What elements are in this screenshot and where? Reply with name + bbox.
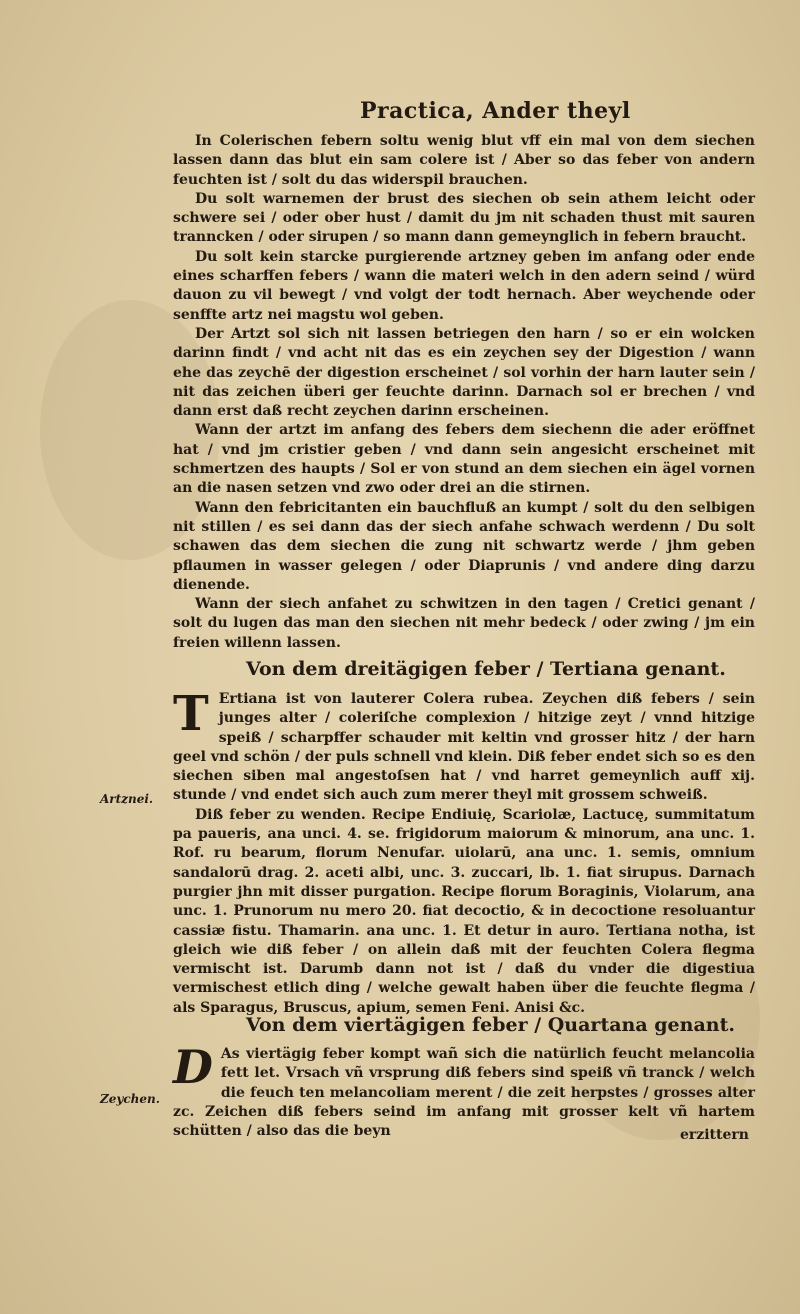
margin-note-artznei: Artznei. xyxy=(100,792,154,806)
paragraph: Du solt kein starcke purgierende artzney geben im anfang oder ende eines scharffen febers / wann die materi welch in den adern seind / würd dauon zu vil bewegt / vnd volgt der todt hernach. Aber weychende oder senffte artz nei magstu wol geben. xyxy=(173,248,755,323)
drop-cap-d: D xyxy=(173,1040,213,1094)
paragraph: Du solt warnemen der brust des siechen ob sein athem leicht oder schwere sei / oder ober hust / damit du jm nit schaden thust mit sauren tranncken / oder sirupen / so mann dann gemeynglich in febern braucht. xyxy=(173,190,755,246)
quartana-description: As viertägig feber kompt wañ sich die natürlich feucht melancolia fett let. Vrsach vñ vrsprung diß febers sind speiß vñ tranck / welch die feuch ten melancoliam merent / die zeit herpstes / grosses alter zc. Zeichen diß febers seind im anfang mit grosser kelt vñ hartem schütten / also das die beyn xyxy=(173,1046,755,1140)
paragraph: Wann der siech anfahet zu schwitzen in den tagen / Cretici genant / solt du lugen das man den siechen nit mehr bedeck / oder zwing / jm ein freien willenn lassen. xyxy=(173,596,755,651)
section-heading-quartana: Von dem viertägigen feber / Quartana genant. xyxy=(246,1014,735,1036)
tertiana-description: Ertiana ist von lauterer Colera rubea. Zeychen diß febers / sein junges alter / coleriſche complexion / hitzige zeyt / vnnd hitzige speiß / scharpffer schauder mit keltin vnd grosser hitz / der harn geel vnd schön / der puls schnell vnd klein. Diß feber endet sich so es den siechen siben mal angestoſsen hat / vnd harret gemeynlich auff xij. stunde / vnd endet sich auch zum merer theyl mit grossem schweiß. xyxy=(173,691,755,804)
text-block-1 xyxy=(173,132,755,653)
drop-cap-t: T xyxy=(173,686,209,742)
text-block-quartana xyxy=(173,1040,755,1141)
paragraph: Diß feber zu wenden. Recipe Endiuię, Scariolæ, Lactucę, summitatum pa paueris, ana unci. 4. se. frigidorum maiorum & minorum, ana unc. 1. Rof. ru bearum, florum Nenufar. uiolarū, ana unc. 1. semis, omnium sandalorū drag. 2. aceti albi, unc. 3. zuccari, lb. 1. fiat sirupus. Darnach purgier jhn mit disser purgation. Recipe florum Boraginis, Violarum, ana unc. 1. Prunorum nu mero 20. fiat decoctio, & in decoctione resoluantur cassiæ fistu. Thamarin. ana unc. 1. Et detur in auro. Tertiana notha, ist gleich wie diß feber / on allein daß mit der feuchten Colera flegma vermischt ist. Darumb dann not ist / daß du vnder die digestiua vermischest etlich ding / welche gewalt haben über die feuchte flegma / als Sparagus, Bruscus, apium, semen Feni. Anisi &c. xyxy=(173,806,755,1016)
paragraph: Wann den febricitanten ein bauchfluß an kumpt / solt du den selbigen nit stillen / es sei dann das der siech anfahe schwach werdenn / Du solt schawen das dem siechen die zung nit schwartz werde / jhm geben pflaumen in wasser gelegen / oder Diaprunis / vnd andere ding darzu dienende. xyxy=(173,499,755,593)
paragraph: Wann der artzt im anfang des febers dem siechenn die ader eröffnet hat / vnd jm cristier geben / vnd dann sein angesicht erscheinet mit schmertzen des haupts / Sol er von stund an dem siechen ein ägel vornen an die nasen setzen vnd zwo oder drei an die stirnen. xyxy=(173,422,755,497)
margin-note-zeychen: Zeychen. xyxy=(100,1092,160,1106)
paragraph: In Colerischen febern soltu wenig blut vff ein mal von dem siechen lassen dann das blut ein sam colere ist / Aber so das feber von andern feuchten ist / solt du das widerspil brauchen. xyxy=(173,133,755,188)
catchword: erzittern xyxy=(680,1127,749,1143)
paragraph: Der Artzt sol sich nit lassen betriegen den harn / so er ein wolcken darinn findt / vnd acht nit das es ein zeychen sey der Digestion / wann ehe das zeychē der digestion erscheinet / sol vorhin der harn lauter sein / nit das zeichen überi ger feuchte darinn. Darnach sol er brechen / vnd dann erst daß recht zeychen darinn erscheinen. xyxy=(173,325,755,420)
section-heading-tertiana: Von dem dreitägigen feber / Tertiana genant. xyxy=(246,658,726,680)
text-block-tertiana xyxy=(173,686,755,1018)
running-header: Practica, Ander theyl xyxy=(360,98,631,124)
